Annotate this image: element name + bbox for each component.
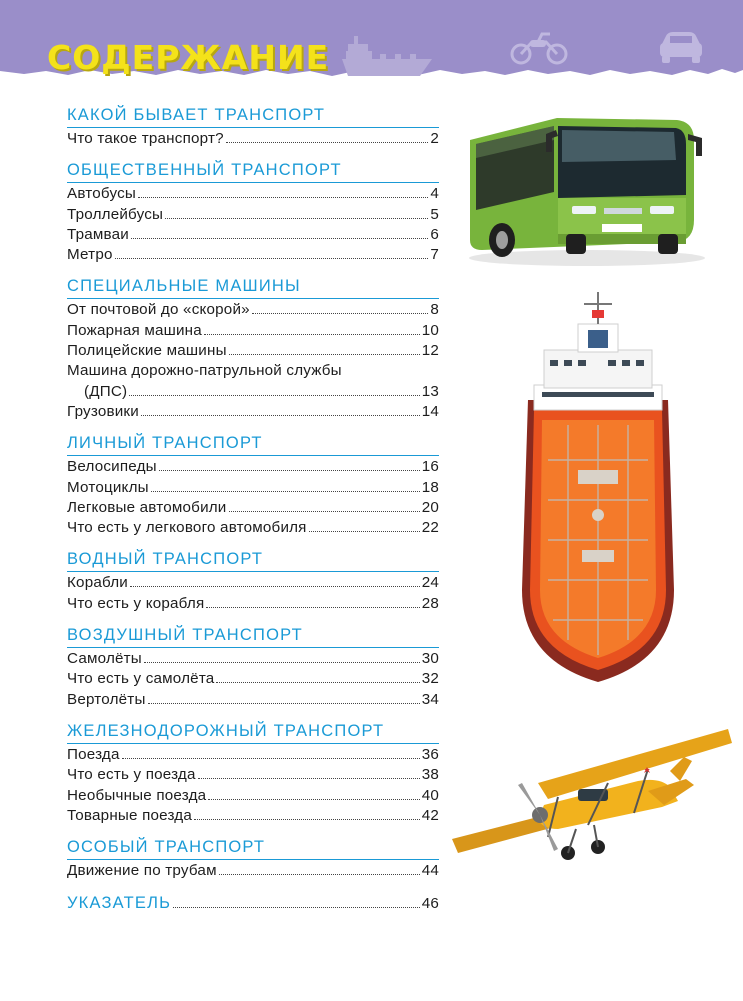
entry-label: Что есть у легкового автомобиля bbox=[67, 519, 307, 537]
leader-dots bbox=[229, 511, 420, 512]
leader-dots bbox=[208, 799, 419, 800]
entry-label: Полицейские машины bbox=[67, 342, 227, 360]
toc-section bbox=[67, 160, 439, 265]
entry-label: Троллейбусы bbox=[67, 205, 164, 223]
toc-entry[interactable] bbox=[67, 184, 439, 204]
entry-page: 7 bbox=[430, 246, 439, 264]
leader-dots bbox=[144, 662, 420, 663]
index-entry[interactable] bbox=[67, 893, 439, 914]
leader-dots bbox=[206, 607, 419, 608]
section-rule bbox=[67, 571, 439, 572]
leader-dots bbox=[165, 218, 428, 219]
section-rule bbox=[67, 298, 439, 299]
toc-entry[interactable] bbox=[67, 786, 439, 806]
toc-section bbox=[67, 276, 439, 422]
entry-page: 10 bbox=[421, 321, 439, 339]
entry-page: 18 bbox=[421, 478, 439, 496]
page-header bbox=[0, 0, 743, 90]
leader-dots bbox=[138, 197, 428, 198]
leader-dots bbox=[148, 703, 420, 704]
leader-dots bbox=[252, 313, 429, 314]
toc-entry[interactable] bbox=[67, 341, 439, 361]
entry-label: Что такое транспорт? bbox=[67, 130, 224, 147]
section-title: ОБЩЕСТВЕННЫЙ ТРАНСПОРТ bbox=[67, 161, 342, 180]
entry-label: Вертолёты bbox=[67, 690, 146, 708]
toc-section bbox=[67, 433, 439, 538]
entry-page: 2 bbox=[430, 130, 439, 147]
entry-label: Метро bbox=[67, 246, 113, 264]
entry-label: Машина дорожно-патрульной службы bbox=[67, 362, 342, 380]
section-rule bbox=[67, 647, 439, 648]
entry-page: 36 bbox=[421, 745, 439, 763]
entry-page: 44 bbox=[421, 862, 439, 880]
section-rule bbox=[67, 455, 439, 456]
leader-dots bbox=[159, 470, 420, 471]
leader-dots bbox=[194, 819, 420, 820]
toc-entry[interactable] bbox=[67, 402, 439, 422]
entry-page: 5 bbox=[430, 205, 439, 223]
leader-dots bbox=[130, 586, 420, 587]
toc-section bbox=[67, 549, 439, 614]
leader-dots bbox=[151, 491, 420, 492]
leader-dots bbox=[115, 258, 429, 259]
entry-label: Мотоциклы bbox=[67, 478, 149, 496]
toc-entry-line2[interactable] bbox=[67, 382, 439, 402]
entry-page: 42 bbox=[421, 806, 439, 824]
leader-dots bbox=[131, 238, 428, 239]
leader-dots bbox=[204, 334, 420, 335]
leader-dots bbox=[141, 415, 420, 416]
entry-page: 20 bbox=[421, 498, 439, 516]
leader-dots bbox=[226, 142, 429, 143]
toc-entry[interactable] bbox=[67, 861, 439, 881]
toc-entry[interactable] bbox=[67, 594, 439, 614]
toc-entry[interactable] bbox=[67, 806, 439, 826]
entry-label: Движение по трубам bbox=[67, 862, 217, 880]
section-title: СПЕЦИАЛЬНЫЕ МАШИНЫ bbox=[67, 277, 301, 296]
leader-dots bbox=[173, 907, 420, 908]
section-rule bbox=[67, 743, 439, 744]
toc-entry[interactable] bbox=[67, 245, 439, 265]
entry-label: Легковые автомобили bbox=[67, 498, 227, 516]
ship-illustration bbox=[508, 290, 688, 690]
entry-label: Что есть у самолёта bbox=[67, 670, 215, 688]
entry-label: От почтовой до «скорой» bbox=[67, 301, 250, 319]
entry-page: 14 bbox=[421, 402, 439, 420]
entry-label: Пожарная машина bbox=[67, 321, 202, 339]
section-title: ВОЗДУШНЫЙ ТРАНСПОРТ bbox=[67, 626, 303, 645]
entry-label: Самолёты bbox=[67, 650, 142, 668]
toc-section bbox=[67, 837, 439, 881]
entry-page: 28 bbox=[421, 594, 439, 612]
entry-page: 32 bbox=[421, 670, 439, 688]
toc-section bbox=[67, 625, 439, 710]
page-title: СОДЕРЖАНИЕ bbox=[47, 38, 330, 77]
toc-entry[interactable] bbox=[67, 690, 439, 710]
toc-entry[interactable] bbox=[67, 765, 439, 785]
toc-entry-line1[interactable] bbox=[67, 361, 439, 381]
entry-page: 30 bbox=[421, 650, 439, 668]
leader-dots bbox=[219, 874, 420, 875]
entry-label: Что есть у корабля bbox=[67, 594, 205, 612]
table-of-contents bbox=[67, 103, 439, 915]
toc-entry[interactable] bbox=[67, 321, 439, 341]
entry-page: 8 bbox=[430, 301, 439, 319]
entry-label-continued: (ДПС) bbox=[84, 382, 128, 400]
bus-illustration bbox=[462, 100, 712, 270]
airplane-illustration bbox=[448, 725, 738, 875]
toc-entry[interactable] bbox=[67, 649, 439, 669]
motorcycle-icon bbox=[510, 30, 568, 66]
toc-entry[interactable] bbox=[67, 745, 439, 765]
entry-page: 13 bbox=[421, 382, 439, 400]
section-title: ЖЕЛЕЗНОДОРОЖНЫЙ ТРАНСПОРТ bbox=[67, 721, 385, 740]
entry-page: 12 bbox=[421, 342, 439, 360]
section-rule bbox=[67, 127, 439, 128]
leader-dots bbox=[129, 395, 419, 396]
section-rule bbox=[67, 859, 439, 860]
entry-page: 16 bbox=[421, 458, 439, 476]
entry-label: Поезда bbox=[67, 745, 120, 763]
entry-label: Трамваи bbox=[67, 225, 129, 243]
entry-label: Грузовики bbox=[67, 402, 139, 420]
toc-entry[interactable] bbox=[67, 129, 439, 149]
toc-entry[interactable] bbox=[67, 205, 439, 225]
section-title: ОСОБЫЙ ТРАНСПОРТ bbox=[67, 838, 266, 857]
entry-page: 24 bbox=[421, 574, 439, 592]
section-title: ВОДНЫЙ ТРАНСПОРТ bbox=[67, 550, 264, 569]
index-label: УКАЗАТЕЛЬ bbox=[67, 894, 172, 913]
entry-label: Необычные поезда bbox=[67, 786, 207, 804]
toc-entry[interactable] bbox=[67, 478, 439, 498]
entry-page: 40 bbox=[421, 786, 439, 804]
leader-dots bbox=[216, 682, 419, 683]
toc-section bbox=[67, 105, 439, 149]
entry-label: Что есть у поезда bbox=[67, 766, 196, 784]
entry-label: Корабли bbox=[67, 574, 128, 592]
toc-entry[interactable] bbox=[67, 225, 439, 245]
toc-entry[interactable] bbox=[67, 457, 439, 477]
entry-label: Автобусы bbox=[67, 185, 136, 203]
toc-section bbox=[67, 721, 439, 826]
leader-dots bbox=[122, 758, 420, 759]
entry-label: Велосипеды bbox=[67, 458, 157, 476]
entry-label: Товарные поезда bbox=[67, 806, 193, 824]
section-rule bbox=[67, 182, 439, 183]
toc-entry[interactable] bbox=[67, 498, 439, 518]
entry-page: 38 bbox=[421, 766, 439, 784]
entry-page: 22 bbox=[421, 519, 439, 537]
entry-page: 6 bbox=[430, 225, 439, 243]
entry-page: 46 bbox=[421, 895, 439, 913]
toc-entry[interactable] bbox=[67, 518, 439, 538]
toc-entry[interactable] bbox=[67, 573, 439, 593]
ship-icon bbox=[340, 32, 435, 82]
entry-page: 34 bbox=[421, 690, 439, 708]
section-title: КАКОЙ БЫВАЕТ ТРАНСПОРТ bbox=[67, 106, 326, 124]
toc-entry[interactable] bbox=[67, 669, 439, 689]
car-icon bbox=[658, 30, 704, 66]
section-title: ЛИЧНЫЙ ТРАНСПОРТ bbox=[67, 434, 263, 453]
leader-dots bbox=[198, 778, 420, 779]
leader-dots bbox=[309, 531, 420, 532]
entry-page: 4 bbox=[430, 185, 439, 203]
leader-dots bbox=[229, 354, 420, 355]
toc-entry[interactable] bbox=[67, 300, 439, 320]
